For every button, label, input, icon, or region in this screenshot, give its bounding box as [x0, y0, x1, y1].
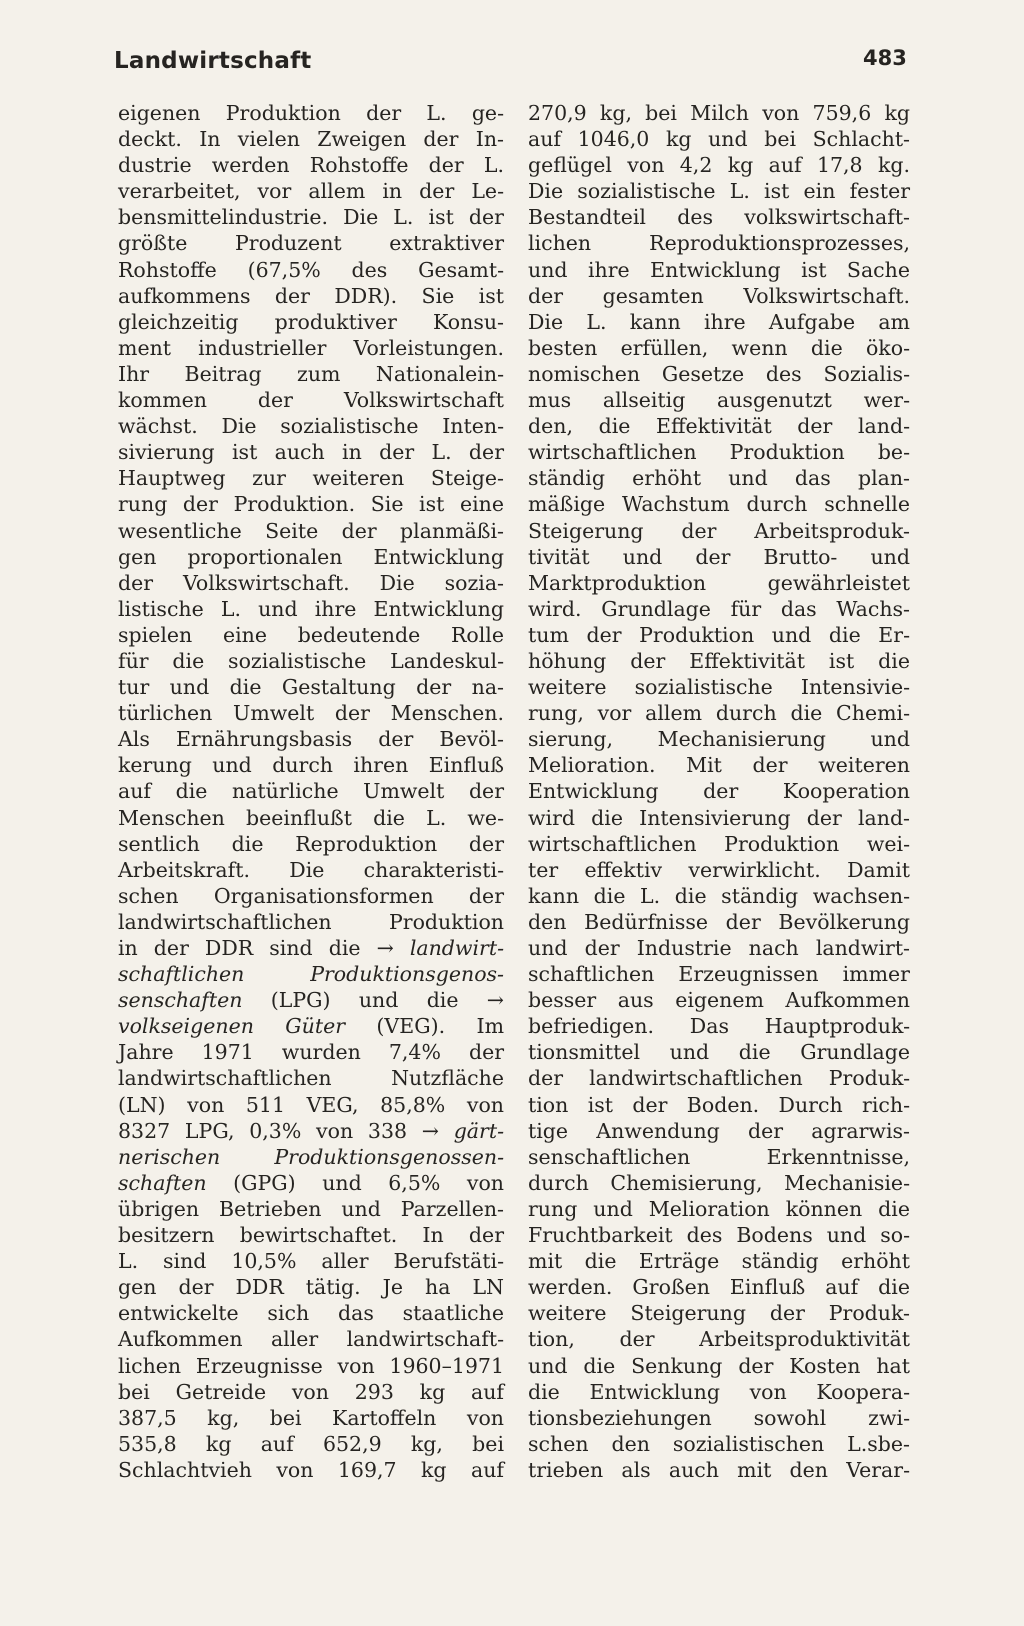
text-line: rung und Melioration können die: [528, 1196, 910, 1221]
text-line: senschaftlichen Erkenntnisse,: [528, 1144, 910, 1169]
text-line: gleichzeitig produktiver Konsu-: [118, 309, 504, 334]
text-line: tige Anwendung der agrarwis-: [528, 1118, 910, 1143]
text-line: und ihre Entwicklung ist Sache: [528, 257, 910, 282]
text-line: auf 1046,0 kg und bei Schlacht-: [528, 127, 910, 152]
text-line: der Volkswirtschaft. Die sozia-: [118, 570, 504, 595]
text-line: besser aus eigenem Aufkommen: [528, 988, 910, 1013]
text-line: größte Produzent extraktiver: [118, 231, 504, 256]
text-line: ter effektiv verwirklicht. Damit: [528, 857, 910, 882]
text-line: den Bedürfnisse der Bevölkerung: [528, 909, 910, 934]
text-line: türlichen Umwelt der Menschen.: [118, 701, 504, 726]
text-line: weitere sozialistische Intensivie-: [528, 675, 910, 700]
text-line: 8327 LPG, 0,3% von 338 → gärt-: [118, 1118, 504, 1143]
text-line: Aufkommen aller landwirtschaft-: [118, 1327, 504, 1352]
text-line: (LN) von 511 VEG, 85,8% von: [118, 1092, 504, 1117]
text-line: Arbeitskraft. Die charakteristi-: [118, 857, 504, 882]
text-line: Hauptweg zur weiteren Steige-: [118, 466, 504, 491]
text-line: rung der Produktion. Sie ist eine: [118, 492, 504, 517]
text-line: schen den sozialistischen L.sbe-: [528, 1431, 910, 1456]
text-line: verarbeitet, vor allem in der Le-: [118, 179, 504, 204]
text-line: der landwirtschaftlichen Produk-: [528, 1066, 910, 1091]
text-line: den, die Effektivität der land-: [528, 414, 910, 439]
text-line: schen Organisationsformen der: [118, 883, 504, 908]
text-line: wird die Intensivierung der land-: [528, 805, 910, 830]
text-line: 387,5 kg, bei Kartoffeln von: [118, 1405, 504, 1430]
text-line: rung, vor allem durch die Chemi-: [528, 701, 910, 726]
text-line: deckt. In vielen Zweigen der In-: [118, 127, 504, 152]
text-line: wächst. Die sozialistische Inten-: [118, 414, 504, 439]
text-line: höhung der Effektivität ist die: [528, 648, 910, 673]
text-line: landwirtschaftlichen Produktion: [118, 909, 504, 934]
text-line: tion, der Arbeitsproduktivität: [528, 1327, 910, 1352]
text-line: 270,9 kg, bei Milch von 759,6 kg: [528, 101, 910, 125]
text-line: Jahre 1971 wurden 7,4% der: [118, 1040, 504, 1065]
text-line: der gesamten Volkswirtschaft.: [528, 283, 910, 308]
text-line: besten erfüllen, wenn die öko-: [528, 335, 910, 360]
text-line: lichen Reproduktionsprozesses,: [528, 231, 910, 256]
text-line: nomischen Gesetze des Sozialis-: [528, 361, 910, 386]
text-line: bensmittelindustrie. Die L. ist der: [118, 205, 504, 230]
text-column-right: [528, 100, 910, 1483]
text-line: Schlachtvieh von 169,7 kg auf: [118, 1457, 504, 1482]
text-line: geflügel von 4,2 kg auf 17,8 kg.: [528, 153, 910, 178]
text-line: entwickelte sich das staatliche: [118, 1301, 504, 1326]
text-line: tivität und der Brutto- und: [528, 544, 910, 569]
text-line: tion ist der Boden. Durch rich-: [528, 1092, 910, 1117]
text-line: wirtschaftlichen Produktion be-: [528, 440, 910, 465]
text-line: kann die L. die ständig wachsen-: [528, 883, 910, 908]
page-number: 483: [863, 46, 907, 70]
text-line: auf die natürliche Umwelt der: [118, 779, 504, 804]
text-line: Bestandteil des volkswirtschaft-: [528, 205, 910, 230]
text-line: befriedigen. Das Hauptproduk-: [528, 1014, 910, 1039]
text-line: übrigen Betrieben und Parzellen-: [118, 1196, 504, 1221]
text-line: für die sozialistische Landeskul-: [118, 648, 504, 673]
text-line: Marktproduktion gewährleistet: [528, 570, 910, 595]
text-line: senschaften (LPG) und die →: [118, 988, 504, 1013]
text-line: mus allseitig ausgenutzt wer-: [528, 388, 910, 413]
text-line: mit die Erträge ständig erhöht: [528, 1249, 910, 1274]
text-line: ment industrieller Vorleistungen.: [118, 335, 504, 360]
text-line: Die L. kann ihre Aufgabe am: [528, 309, 910, 334]
text-line: kommen der Volkswirtschaft: [118, 388, 504, 413]
text-line: die Entwicklung von Koopera-: [528, 1379, 910, 1404]
text-line: L. sind 10,5% aller Berufstäti-: [118, 1249, 504, 1274]
text-line: Steigerung der Arbeitsproduk-: [528, 518, 910, 543]
text-line: Melioration. Mit der weiteren: [528, 753, 910, 778]
text-line: listische L. und ihre Entwicklung: [118, 596, 504, 621]
text-line: tur und die Gestaltung der na-: [118, 675, 504, 700]
text-line: Menschen beeinflußt die L. we-: [118, 805, 504, 830]
text-line: schaftlichen Produktionsgenos-: [118, 962, 504, 987]
text-line: weitere Steigerung der Produk-: [528, 1301, 910, 1326]
text-line: tionsmittel und die Grundlage: [528, 1040, 910, 1065]
page-section-title: Landwirtschaft: [114, 48, 312, 74]
text-line: werden. Großen Einfluß auf die: [528, 1275, 910, 1300]
text-line: landwirtschaftlichen Nutzfläche: [118, 1066, 504, 1091]
text-line: sentlich die Reproduktion der: [118, 831, 504, 856]
text-line: aufkommens der DDR). Sie ist: [118, 283, 504, 308]
text-line: lichen Erzeugnisse von 1960–1971: [118, 1353, 504, 1378]
text-line: volkseigenen Güter (VEG). Im: [118, 1014, 505, 1039]
text-line: ständig erhöht und das plan-: [528, 466, 910, 491]
text-line: in der DDR sind die → landwirt-: [118, 936, 504, 960]
text-line: und der Industrie nach landwirt-: [528, 936, 910, 960]
text-line: sivierung ist auch in der L. der: [118, 440, 504, 465]
text-line: wird. Grundlage für das Wachs-: [528, 596, 910, 621]
text-line: 535,8 kg auf 652,9 kg, bei: [118, 1431, 504, 1456]
text-line: besitzern bewirtschaftet. In der: [118, 1223, 504, 1248]
text-line: Als Ernährungsbasis der Bevöl-: [118, 727, 504, 752]
text-line: dustrie werden Rohstoffe der L.: [118, 153, 504, 178]
text-line: schaftlichen Erzeugnissen immer: [528, 962, 910, 987]
text-line: durch Chemisierung, Mechanisie-: [528, 1170, 910, 1195]
text-line: und die Senkung der Kosten hat: [528, 1353, 910, 1378]
text-line: nerischen Produktionsgenossen-: [118, 1144, 504, 1169]
text-line: Rohstoffe (67,5% des Gesamt-: [118, 257, 504, 282]
text-line: wesentliche Seite der planmäßi-: [118, 518, 504, 543]
text-line: Fruchtbarkeit des Bodens und so-: [528, 1223, 910, 1248]
text-line: tionsbeziehungen sowohl zwi-: [528, 1405, 910, 1430]
text-line: trieben als auch mit den Verar-: [528, 1457, 910, 1482]
text-column-left: [118, 100, 504, 1483]
text-line: spielen eine bedeutende Rolle: [118, 622, 504, 647]
text-line: Entwicklung der Kooperation: [528, 779, 910, 804]
text-line: mäßige Wachstum durch schnelle: [528, 492, 910, 517]
text-line: schaften (GPG) und 6,5% von: [118, 1170, 504, 1195]
text-line: wirtschaftlichen Produktion wei-: [528, 831, 910, 856]
text-line: kerung und durch ihren Einfluß: [118, 753, 504, 778]
text-line: Ihr Beitrag zum Nationalein-: [118, 361, 504, 386]
text-line: bei Getreide von 293 kg auf: [118, 1379, 504, 1404]
text-line: gen proportionalen Entwicklung: [118, 544, 504, 569]
text-line: Die sozialistische L. ist ein fester: [528, 179, 910, 204]
text-line: sierung, Mechanisierung und: [528, 727, 910, 752]
text-line: tum der Produktion und die Er-: [528, 622, 910, 647]
text-line: gen der DDR tätig. Je ha LN: [118, 1275, 504, 1300]
text-line: eigenen Produktion der L. ge-: [118, 101, 504, 125]
